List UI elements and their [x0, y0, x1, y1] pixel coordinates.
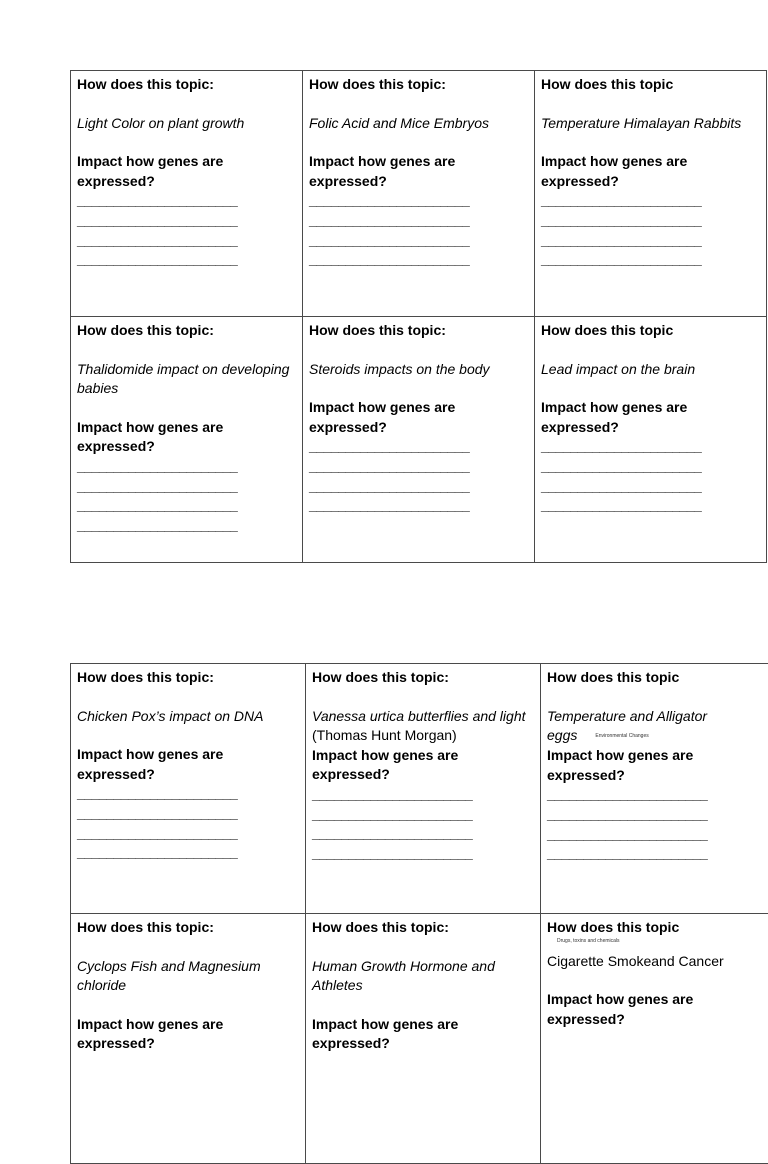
cell-heading: How does this topic:	[77, 75, 296, 95]
cell-topic: Human Growth Hormone and Athletes	[312, 957, 534, 996]
answer-line[interactable]: ______________________	[77, 477, 296, 497]
answer-line[interactable]: ______________________	[309, 437, 528, 457]
answer-line[interactable]: ______________________	[312, 785, 534, 805]
cell-question: Impact how genes are expressed?	[77, 418, 296, 457]
topic-cell	[71, 71, 303, 317]
topic-cell	[306, 914, 541, 1164]
cell-topic: Cigarette Smokeand Cancer	[547, 952, 768, 972]
cell-heading: How does this topic:	[77, 668, 299, 688]
cell-question: Impact how genes are expressed?	[309, 152, 528, 191]
answer-line[interactable]: ______________________	[312, 805, 534, 825]
cell-topic	[312, 707, 534, 746]
cell-topic: Lead impact on the brain	[541, 360, 760, 380]
answer-line[interactable]: ______________________	[77, 804, 299, 824]
small-note: Environmental Changes	[595, 733, 648, 739]
answer-line[interactable]: ______________________	[312, 824, 534, 844]
topic-cell	[535, 317, 767, 563]
answer-line[interactable]: ______________________	[309, 457, 528, 477]
answer-line[interactable]: ______________________	[541, 477, 760, 497]
topic-cell	[535, 71, 767, 317]
cell-question: Impact how genes are expressed?	[309, 398, 528, 437]
cell-heading: How does this topic	[541, 321, 760, 341]
answer-line[interactable]: ______________________	[309, 250, 528, 270]
topic-italic: Vanessa urtica butterflies and light	[312, 708, 526, 724]
cell-heading: How does this topic:	[309, 321, 528, 341]
cell-question: Impact how genes are expressed?	[312, 746, 534, 785]
answer-line[interactable]: ______________________	[77, 843, 299, 863]
topic-cell	[71, 664, 306, 914]
topic-italic: Temperature and Alligator eggs	[547, 708, 707, 744]
answer-line[interactable]: ______________________	[541, 437, 760, 457]
cell-topic	[547, 707, 768, 747]
topic-cell	[71, 317, 303, 563]
cell-heading: How does this topic:	[312, 668, 534, 688]
cell-heading: How does this topic:	[312, 918, 534, 938]
cell-heading: How does this topic	[547, 918, 768, 938]
cell-question: Impact how genes are expressed?	[77, 152, 296, 191]
topic-cell	[71, 914, 306, 1164]
topic-cell	[541, 664, 768, 914]
small-note: Drugs, toxins and chemicals	[557, 938, 768, 944]
cell-heading: How does this topic:	[309, 75, 528, 95]
answer-line[interactable]: ______________________	[77, 211, 296, 231]
answer-line[interactable]: ______________________	[309, 496, 528, 516]
answer-line[interactable]: ______________________	[77, 784, 299, 804]
answer-line[interactable]: ______________________	[547, 825, 768, 845]
cell-topic: Light Color on plant growth	[77, 114, 296, 134]
topic-cell	[306, 664, 541, 914]
cell-heading: How does this topic:	[77, 321, 296, 341]
answer-line[interactable]: ______________________	[541, 250, 760, 270]
topic-cell	[303, 71, 535, 317]
cell-topic: Temperature Himalayan Rabbits	[541, 114, 760, 134]
answer-line[interactable]: ______________________	[541, 457, 760, 477]
answer-line[interactable]: ______________________	[77, 457, 296, 477]
answer-line[interactable]: ______________________	[541, 496, 760, 516]
answer-line[interactable]: ______________________	[309, 231, 528, 251]
cell-topic: Cyclops Fish and Magnesium chloride	[77, 957, 299, 996]
answer-line[interactable]: ______________________	[77, 191, 296, 211]
cell-heading: How does this topic	[547, 668, 768, 688]
cell-question: Impact how genes are expressed?	[547, 990, 768, 1029]
cell-question: Impact how genes are expressed?	[312, 1015, 534, 1054]
answer-line[interactable]: ______________________	[541, 191, 760, 211]
worksheet-table-2	[70, 663, 768, 1164]
answer-line[interactable]: ______________________	[547, 785, 768, 805]
answer-line[interactable]: ______________________	[541, 211, 760, 231]
cell-heading: How does this topic	[541, 75, 760, 95]
cell-topic: Thalidomide impact on developing babies	[77, 360, 296, 399]
worksheet-table-1	[70, 70, 767, 563]
cell-topic: Steroids impacts on the body	[309, 360, 528, 380]
answer-line[interactable]: ______________________	[547, 805, 768, 825]
answer-line[interactable]: ______________________	[309, 477, 528, 497]
answer-line[interactable]: ______________________	[77, 516, 296, 536]
topic-plain: (Thomas Hunt Morgan)	[312, 727, 457, 743]
cell-question: Impact how genes are expressed?	[77, 745, 299, 784]
cell-question: Impact how genes are expressed?	[541, 398, 760, 437]
answer-line[interactable]: ______________________	[547, 844, 768, 864]
answer-line[interactable]: ______________________	[77, 250, 296, 270]
cell-topic: Folic Acid and Mice Embryos	[309, 114, 528, 134]
answer-line[interactable]: ______________________	[77, 824, 299, 844]
answer-line[interactable]: ______________________	[312, 844, 534, 864]
answer-line[interactable]: ______________________	[309, 211, 528, 231]
cell-question: Impact how genes are expressed?	[541, 152, 760, 191]
cell-topic: Chicken Pox’s impact on DNA	[77, 707, 299, 727]
topic-cell	[303, 317, 535, 563]
cell-question: Impact how genes are expressed?	[77, 1015, 299, 1054]
topic-cell	[541, 914, 768, 1164]
answer-line[interactable]: ______________________	[77, 496, 296, 516]
answer-line[interactable]: ______________________	[541, 231, 760, 251]
cell-question: Impact how genes are expressed?	[547, 746, 768, 785]
answer-line[interactable]: ______________________	[309, 191, 528, 211]
answer-line[interactable]: ______________________	[77, 231, 296, 251]
cell-heading: How does this topic:	[77, 918, 299, 938]
